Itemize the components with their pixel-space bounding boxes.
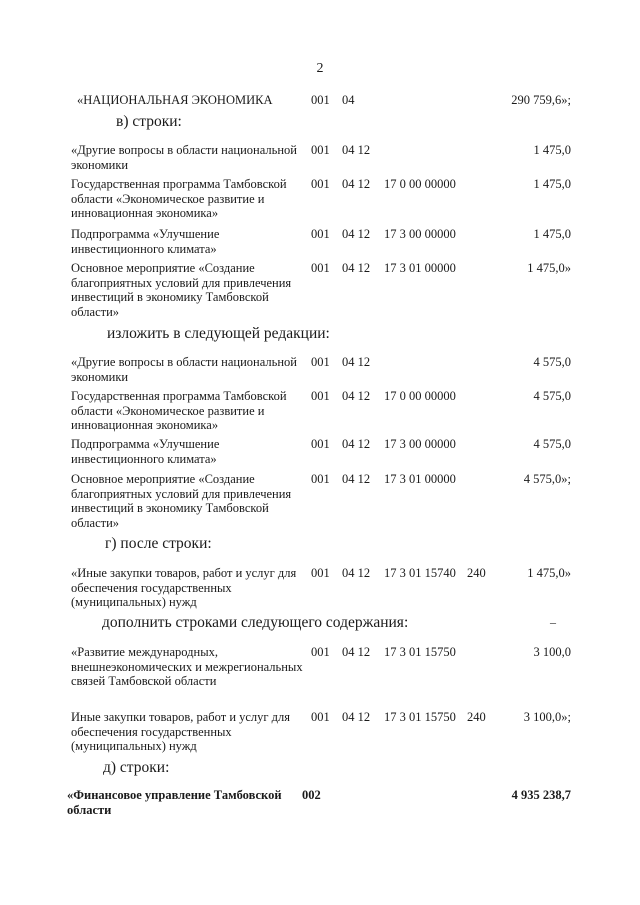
row-sec: 04 12 bbox=[342, 177, 371, 191]
row-min: 001 bbox=[311, 355, 330, 369]
row-min: 002 bbox=[302, 788, 321, 802]
row-min: 001 bbox=[311, 389, 330, 403]
row-min: 001 bbox=[311, 710, 330, 724]
row-min: 001 bbox=[311, 261, 330, 275]
section-heading-dop: дополнить строками следующего содержания: bbox=[102, 614, 409, 631]
row-name: «НАЦИОНАЛЬНАЯ ЭКОНОМИКА bbox=[77, 93, 273, 107]
row-sum: 4 575,0»; bbox=[523, 472, 571, 486]
row-sum: 4 575,0 bbox=[533, 437, 571, 451]
row-name: Иные закупки товаров, работ и услуг для обеспечения государственных (муниципальных) нужд bbox=[71, 710, 291, 754]
row-name: «Иные закупки товаров, работ и услуг для обеспечения государственных (муниципальных) нужд bbox=[71, 566, 297, 610]
row-name: Основное мероприятие «Создание благоприятных условий для привлечения инвестиций в экономику Тамбовской области» bbox=[71, 261, 292, 319]
row-sec: 04 12 bbox=[342, 437, 371, 451]
row-prog: 17 0 00 00000 bbox=[384, 389, 456, 403]
row-prog: 17 0 00 00000 bbox=[384, 177, 456, 191]
row-name: Государственная программа Тамбовской области «Экономическое развитие и инновационная экономика» bbox=[71, 389, 287, 433]
row-sec: 04 12 bbox=[342, 566, 371, 580]
section-heading-v: в) строки: bbox=[116, 113, 182, 130]
row-sec: 04 12 bbox=[342, 227, 371, 241]
row-sum: 1 475,0 bbox=[533, 177, 571, 191]
row-sum: 4 575,0 bbox=[533, 355, 571, 369]
row-prog: 17 3 01 15740 bbox=[384, 566, 456, 580]
row-vr: 240 bbox=[467, 566, 486, 580]
row-name: Государственная программа Тамбовской области «Экономическое развитие и инновационная экономика» bbox=[71, 177, 287, 221]
row-sum: 3 100,0 bbox=[533, 645, 571, 659]
row-min: 001 bbox=[311, 472, 330, 486]
section-heading-g: г) после строки: bbox=[105, 535, 212, 552]
row-name: «Финансовое управление Тамбовской области bbox=[67, 788, 282, 817]
row-name: «Другие вопросы в области национальной экономики bbox=[71, 143, 297, 172]
row-sum: 290 759,6»; bbox=[511, 93, 571, 107]
row-sec: 04 12 bbox=[342, 472, 371, 486]
row-sum: 4 575,0 bbox=[533, 389, 571, 403]
row-min: 001 bbox=[311, 437, 330, 451]
row-min: 001 bbox=[311, 645, 330, 659]
row-min: 001 bbox=[311, 93, 330, 107]
row-prog: 17 3 01 15750 bbox=[384, 710, 456, 724]
row-prog: 17 3 01 00000 bbox=[384, 472, 456, 486]
row-sec: 04 12 bbox=[342, 710, 371, 724]
row-min: 001 bbox=[311, 177, 330, 191]
row-sec: 04 12 bbox=[342, 355, 371, 369]
row-sec: 04 12 bbox=[342, 261, 371, 275]
row-sum: 1 475,0» bbox=[527, 566, 571, 580]
row-sum: 1 475,0 bbox=[533, 143, 571, 157]
row-sum: 3 100,0»; bbox=[523, 710, 571, 724]
row-name: «Другие вопросы в области национальной экономики bbox=[71, 355, 297, 384]
row-min: 001 bbox=[311, 566, 330, 580]
row-sum: 1 475,0» bbox=[527, 261, 571, 275]
row-prog: 17 3 01 00000 bbox=[384, 261, 456, 275]
row-sum: 1 475,0 bbox=[533, 227, 571, 241]
row-name: Подпрограмма «Улучшение инвестиционного климата» bbox=[71, 227, 220, 256]
row-min: 001 bbox=[311, 143, 330, 157]
page-number: 2 bbox=[316, 61, 324, 76]
row-sec: 04 bbox=[342, 93, 355, 107]
row-sec: 04 12 bbox=[342, 389, 371, 403]
row-min: 001 bbox=[311, 227, 330, 241]
row-prog: 17 3 00 00000 bbox=[384, 437, 456, 451]
row-prog: 17 3 01 15750 bbox=[384, 645, 456, 659]
row-prog: 17 3 00 00000 bbox=[384, 227, 456, 241]
row-vr: 240 bbox=[467, 710, 486, 724]
section-heading-d: д) строки: bbox=[103, 759, 170, 776]
row-sec: 04 12 bbox=[342, 645, 371, 659]
row-sec: 04 12 bbox=[342, 143, 371, 157]
row-name: Подпрограмма «Улучшение инвестиционного климата» bbox=[71, 437, 220, 466]
dash-mark: – bbox=[550, 615, 556, 629]
row-name: Основное мероприятие «Создание благоприятных условий для привлечения инвестиций в экономику Тамбовской области» bbox=[71, 472, 292, 530]
section-heading-izl: изложить в следующей редакции: bbox=[107, 325, 330, 342]
row-name: «Развитие международных, внешнеэкономических и межрегиональных связей Тамбовской области bbox=[71, 645, 303, 689]
row-sum: 4 935 238,7 bbox=[511, 788, 571, 802]
